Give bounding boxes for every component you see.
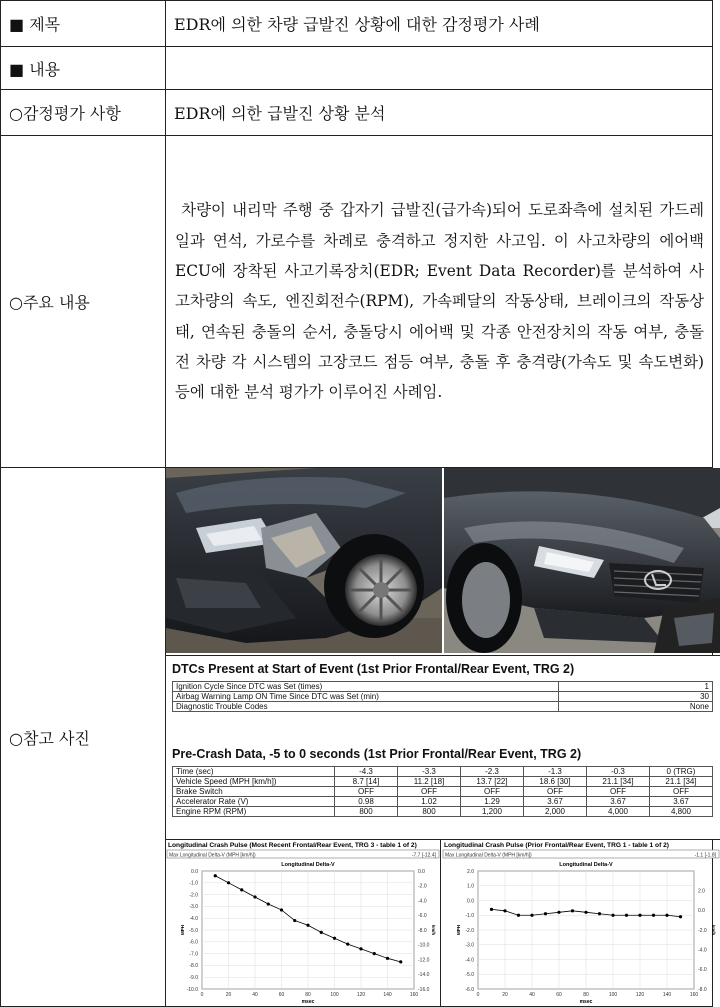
y-tick-label: -10.0	[186, 986, 198, 993]
precrash-row	[173, 807, 713, 817]
edr-data-panel	[166, 655, 720, 840]
precrash-row-label: Brake Switch	[173, 787, 335, 797]
precrash-row	[173, 777, 713, 787]
crash-pulse-chart-prior	[442, 839, 720, 1006]
damaged-car-photo-right	[444, 468, 720, 653]
data-point	[253, 895, 256, 898]
content-label: ■ 내용	[1, 47, 166, 90]
chart-title: Longitudinal Delta-V	[281, 862, 335, 868]
precrash-row	[173, 767, 713, 777]
data-point	[584, 911, 587, 914]
y-right-tick-label: -8.0	[418, 927, 427, 934]
y-tick-label: -3.0	[465, 942, 474, 949]
title-row	[1, 1, 713, 47]
y-tick-label: -4.0	[465, 957, 474, 964]
main-content-text: 차량이 내리막 주행 중 갑자기 급발진(급가속)되어 도로좌측에 설치된 가드레일과 연석, 가로수를 차례로 충격하고 정지한 사고임. 이 사고차량의 에어백 ECU에 장착된 사고기록장치(EDR; Event Data Recorder)를 분석하여 사고차량의 속도, 엔진회전수(RPM), 가속페달의 작동상태, 브레이크의 작동상태, 연속된 충돌의 순서, 충돌당시 에어백 및 각종 안전장치의 작동 여부, 충돌 전 차량 각 시스템의 고장코드 점등 여부, 충돌 후 충격량(가속도 및 속도변화) 등에 대한 분석 평가가 이루어진 사례임.	[175, 201, 709, 402]
precrash-cell: 8.7 [14]	[335, 777, 398, 787]
y-tick-label: -5.0	[189, 927, 198, 934]
x-tick-label: 100	[330, 992, 339, 998]
data-point	[227, 881, 230, 884]
x-tick-label: 160	[689, 992, 699, 998]
precrash-cell: OFF	[650, 787, 713, 797]
y-right-tick-label: 0.0	[698, 908, 705, 915]
data-point	[490, 908, 493, 911]
appraisal-item-row	[1, 90, 713, 136]
y-right-tick-label: -12.0	[418, 957, 430, 964]
x-tick-label: 100	[608, 992, 618, 998]
data-point	[346, 943, 349, 946]
x-tick-label: 20	[502, 992, 508, 998]
precrash-cell: -0.3	[587, 767, 650, 777]
data-point	[267, 902, 270, 905]
x-tick-label: 60	[556, 992, 562, 998]
dtc-row	[173, 702, 713, 712]
precrash-row	[173, 787, 713, 797]
y-right-tick-label: -6.0	[418, 913, 427, 920]
precrash-cell: 800	[398, 807, 461, 817]
y-tick-label: 1.0	[467, 883, 474, 890]
precrash-row	[173, 797, 713, 807]
dtc-row-value: 30	[559, 692, 713, 702]
precrash-cell: 0.98	[335, 797, 398, 807]
dtc-row	[173, 682, 713, 692]
x-tick-label: 60	[278, 992, 285, 998]
data-point	[306, 924, 309, 927]
photo-panel	[166, 468, 720, 1006]
x-tick-label: 140	[383, 992, 392, 998]
precrash-cell: -1.3	[524, 767, 587, 777]
y-tick-label: -1.0	[189, 880, 198, 887]
y-right-tick-label: -14.0	[418, 972, 430, 979]
precrash-cell: OFF	[461, 787, 524, 797]
y-right-tick-label: 0.0	[418, 868, 425, 875]
precrash-cell: OFF	[524, 787, 587, 797]
chart-header: Longitudinal Crash Pulse (Prior Frontal/Rear Event, TRG 1 - table 1 of 2)	[444, 842, 669, 849]
precrash-cell: -4.3	[335, 767, 398, 777]
data-point	[679, 915, 682, 918]
precrash-cell: 21.1 [34]	[650, 777, 713, 787]
y-tick-label: -9.0	[189, 975, 198, 981]
x-tick-label: 80	[583, 992, 589, 998]
precrash-cell: 11.2 [18]	[398, 777, 461, 787]
precrash-cell: 18.6 [30]	[524, 777, 587, 787]
data-point	[280, 908, 283, 911]
damaged-car-photo-left	[166, 468, 442, 653]
precrash-cell: 0 (TRG)	[650, 767, 713, 777]
y-tick-label: -8.0	[189, 963, 198, 970]
main-content-cell	[166, 136, 713, 468]
precrash-cell: 3.67	[650, 797, 713, 807]
precrash-cell: OFF	[587, 787, 650, 797]
y-right-tick-label: -6.0	[698, 967, 707, 974]
title-label: ■ 제목	[1, 1, 166, 47]
y-tick-label: 0.0	[467, 898, 474, 905]
y-right-tick-label: -10.0	[418, 942, 430, 949]
chart-title: Longitudinal Delta-V	[559, 862, 613, 868]
chart-header: Longitudinal Crash Pulse (Most Recent Frontal/Rear Event, TRG 3 - table 1 of 2)	[168, 842, 417, 849]
y-tick-label: -2.0	[465, 927, 474, 934]
dtc-row-label: Ignition Cycle Since DTC was Set (times)	[173, 682, 559, 692]
x-tick-label: 20	[225, 992, 232, 998]
x-tick-label: 40	[529, 992, 535, 998]
precrash-cell: 2,000	[524, 807, 587, 817]
x-tick-label: 120	[635, 992, 645, 998]
crash-pulse-graphs	[166, 839, 720, 1006]
precrash-cell: 21.1 [34]	[587, 777, 650, 787]
chart-subheader-value: -1.1 [-1.8]	[694, 852, 716, 859]
y-right-tick-label: -2.0	[418, 883, 427, 890]
photo-cell	[166, 468, 716, 1007]
y-tick-label: -5.0	[465, 972, 474, 979]
data-point	[571, 909, 574, 912]
y-tick-label: 2.0	[467, 868, 474, 875]
chart-subheader-value: -7.7 [-12.4]	[411, 852, 436, 859]
y-right-tick-label: -16.0	[418, 986, 430, 993]
dtc-row	[173, 692, 713, 702]
data-point	[320, 931, 323, 934]
y-tick-label: -4.0	[189, 916, 198, 922]
precrash-row-label: Engine RPM (RPM)	[173, 807, 335, 817]
precrash-row-label: Time (sec)	[173, 767, 335, 777]
photo-row	[1, 468, 713, 1007]
precrash-cell: 13.7 [22]	[461, 777, 524, 787]
y-right-tick-label: -8.0	[698, 986, 707, 993]
appraisal-item-value: EDR에 의한 급발진 상황 분석	[166, 90, 713, 136]
x-tick-label: 0	[200, 992, 204, 998]
data-point	[386, 957, 389, 960]
precrash-cell: 1.29	[461, 797, 524, 807]
y-tick-label: 0.0	[191, 868, 198, 875]
precrash-cell: 4,000	[587, 807, 650, 817]
data-point	[665, 914, 668, 917]
data-point	[638, 914, 641, 917]
data-point	[503, 909, 506, 912]
y-tick-label: -2.0	[189, 892, 198, 899]
precrash-cell: 3.67	[524, 797, 587, 807]
data-point	[625, 914, 628, 917]
data-point	[598, 912, 601, 915]
y-tick-label: -6.0	[465, 986, 474, 993]
dtc-row-label: Airbag Warning Lamp ON Time Since DTC was Set (min)	[173, 692, 559, 702]
y-right-tick-label: -4.0	[418, 898, 427, 905]
dtc-row-value: 1	[559, 682, 713, 692]
x-tick-label: 140	[662, 992, 672, 998]
precrash-cell: OFF	[335, 787, 398, 797]
precrash-cell: 800	[335, 807, 398, 817]
content-value	[166, 47, 713, 90]
data-point	[240, 888, 243, 891]
data-point	[611, 914, 614, 917]
y-right-tick-label: -2.0	[698, 927, 707, 934]
precrash-row-label: Accelerator Rate (V)	[173, 797, 335, 807]
x-tick-label: 80	[305, 992, 311, 998]
photo-label: ○참고 사진	[1, 468, 166, 1007]
dtc-table	[172, 681, 713, 712]
data-point	[359, 947, 362, 950]
precrash-row-label: Vehicle Speed (MPH [km/h])	[173, 777, 335, 787]
precrash-cell: 1.02	[398, 797, 461, 807]
main-content-row	[1, 136, 713, 468]
data-point	[399, 960, 402, 963]
x-tick-label: 120	[356, 992, 366, 998]
y-right-tick-label: -4.0	[698, 947, 707, 954]
title-value: EDR에 의한 차량 급발진 상황에 대한 감정평가 사례	[166, 1, 713, 47]
data-point	[517, 914, 520, 917]
precrash-cell: -2.3	[461, 767, 524, 777]
precrash-table	[172, 766, 713, 817]
data-point	[293, 919, 296, 922]
precrash-cell: OFF	[398, 787, 461, 797]
y-tick-label: -7.0	[189, 951, 198, 958]
y-axis-label: MPH	[180, 925, 185, 935]
dtc-row-value: None	[559, 702, 713, 712]
precrash-cell: -3.3	[398, 767, 461, 777]
data-point	[652, 914, 655, 917]
x-tick-label: 160	[409, 992, 419, 998]
chart-subheader: Max Longitudinal Delta-V (MPH [km/h])	[445, 852, 532, 859]
data-point	[557, 911, 560, 914]
x-axis-label: msec	[301, 999, 315, 1005]
appraisal-item-label: ○감정평가 사항	[1, 90, 166, 136]
x-tick-label: 0	[476, 992, 480, 998]
precrash-cell: 4,800	[650, 807, 713, 817]
data-point	[214, 874, 217, 877]
data-point	[373, 952, 376, 955]
dtc-row-label: Diagnostic Trouble Codes	[173, 702, 559, 712]
y-tick-label: -6.0	[189, 939, 198, 946]
content-row	[1, 47, 713, 90]
data-point	[544, 912, 547, 915]
y-axis-label: MPH	[456, 925, 461, 935]
y-right-tick-label: 2.0	[698, 888, 705, 895]
y-tick-label: -3.0	[189, 904, 198, 911]
precrash-cell: 3.67	[587, 797, 650, 807]
x-axis-label: msec	[579, 999, 593, 1005]
main-content-label: ○주요 내용	[1, 136, 166, 468]
y-right-axis-label: km/h	[711, 924, 716, 936]
precrash-cell: 1,200	[461, 807, 524, 817]
dtc-title: DTCs Present at Start of Event (1st Prior Frontal/Rear Event, TRG 2)	[172, 662, 575, 676]
data-point	[530, 914, 533, 917]
y-right-axis-label: km/h	[431, 924, 436, 936]
y-tick-label: -1.0	[465, 913, 474, 920]
crash-pulse-chart-recent	[166, 839, 441, 1006]
x-tick-label: 40	[252, 992, 258, 998]
precrash-title: Pre-Crash Data, -5 to 0 seconds (1st Prior Frontal/Rear Event, TRG 2)	[172, 747, 582, 761]
chart-subheader: Max Longitudinal Delta-V (MPH [km/h])	[169, 852, 256, 859]
data-point	[333, 937, 336, 940]
